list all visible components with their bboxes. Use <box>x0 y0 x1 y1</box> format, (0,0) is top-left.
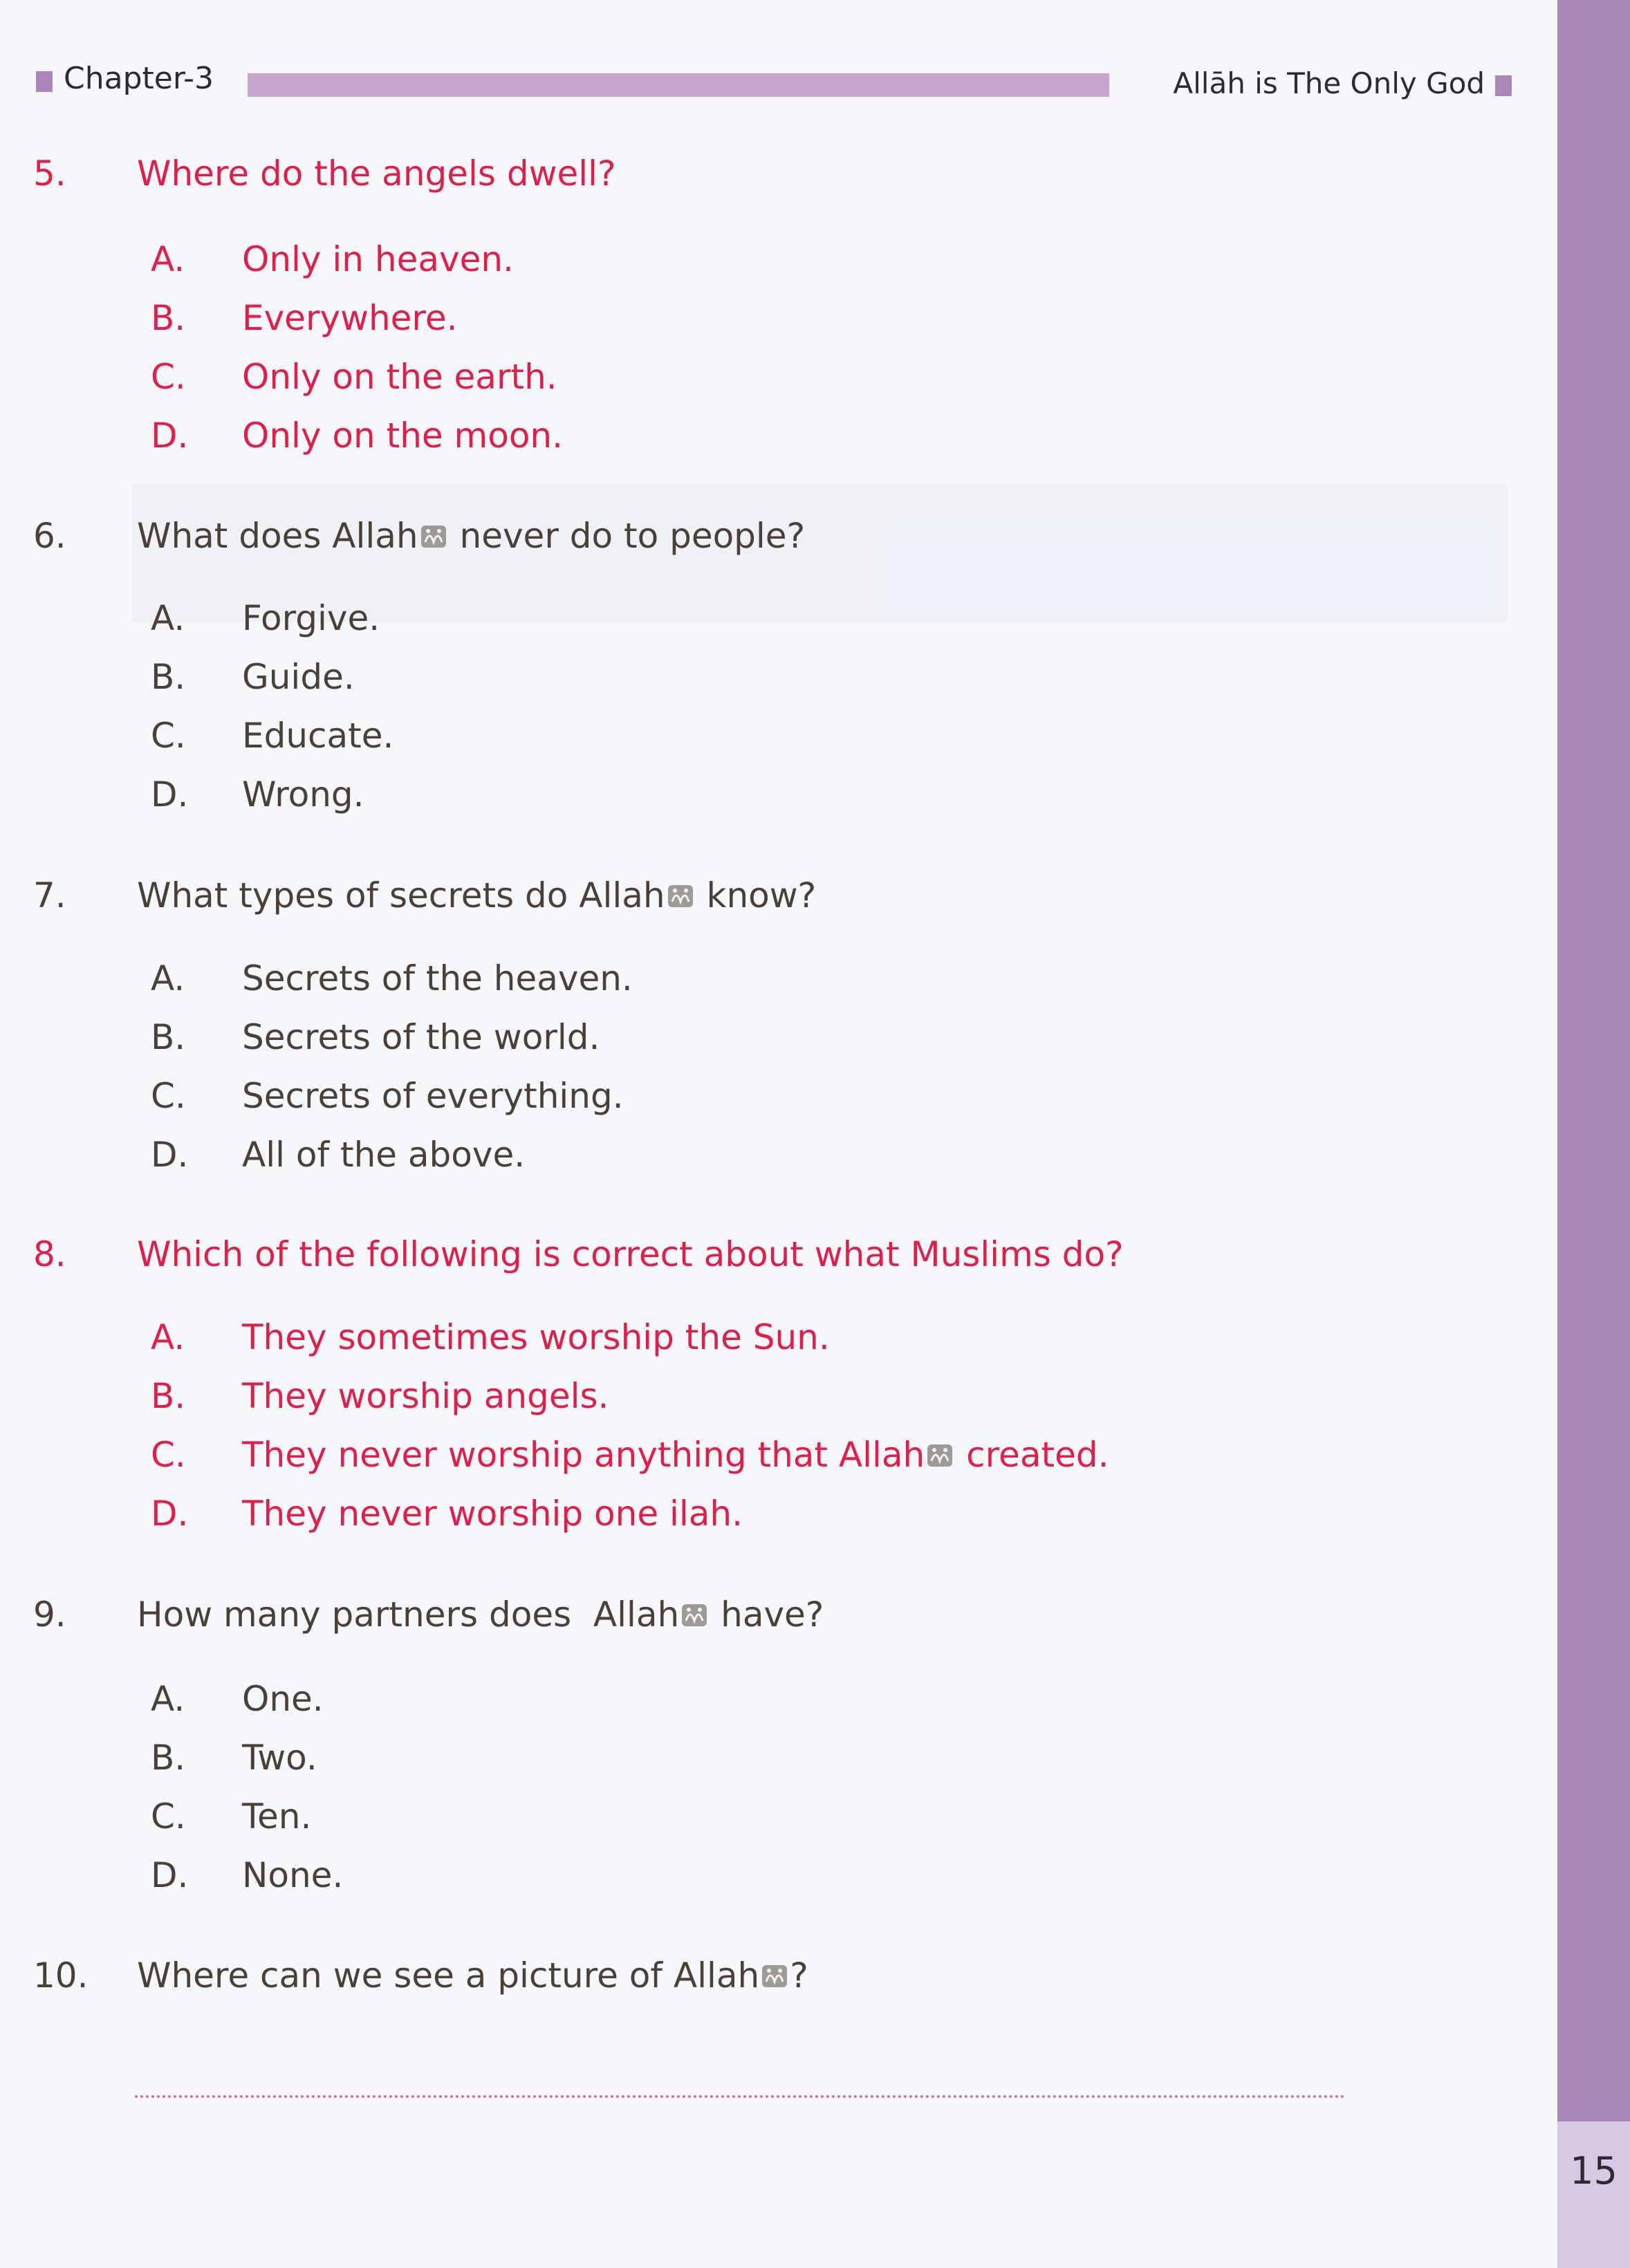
allah-ligature-icon <box>680 1601 708 1629</box>
question-number: 7. <box>33 875 66 915</box>
header-square-left <box>36 71 53 92</box>
side-color-strip <box>1557 0 1630 2121</box>
question-number: 5. <box>33 154 66 194</box>
question-number: 10. <box>33 1955 89 1996</box>
question-number: 8. <box>33 1234 66 1274</box>
question-text: How many partners does Allah have? <box>137 1595 824 1635</box>
question-text: Which of the following is correct about what Muslims do? <box>137 1234 1124 1274</box>
question-text: Where do the angels dwell? <box>137 154 616 194</box>
chapter-title: Allāh is The Only God <box>1173 66 1485 100</box>
allah-ligature-icon <box>420 523 447 550</box>
chapter-label: Chapter-3 <box>64 61 214 96</box>
answer-line[interactable] <box>135 2095 1345 2098</box>
question-text: Where can we see a picture of Allah ? <box>137 1955 808 1996</box>
allah-ligature-icon <box>667 882 694 910</box>
page-number-tab <box>1557 2121 1630 2268</box>
question-text: What types of secrets do Allah know? <box>137 875 817 915</box>
header-square-right <box>1495 75 1512 96</box>
page-number: 15 <box>1570 2149 1618 2193</box>
header-bar <box>248 73 1109 97</box>
question-text: What does Allah never do to people? <box>137 516 806 556</box>
question-number: 6. <box>33 516 66 556</box>
question-number: 9. <box>33 1595 66 1635</box>
allah-ligature-icon <box>761 1962 788 1990</box>
allah-ligature-icon <box>926 1442 954 1469</box>
